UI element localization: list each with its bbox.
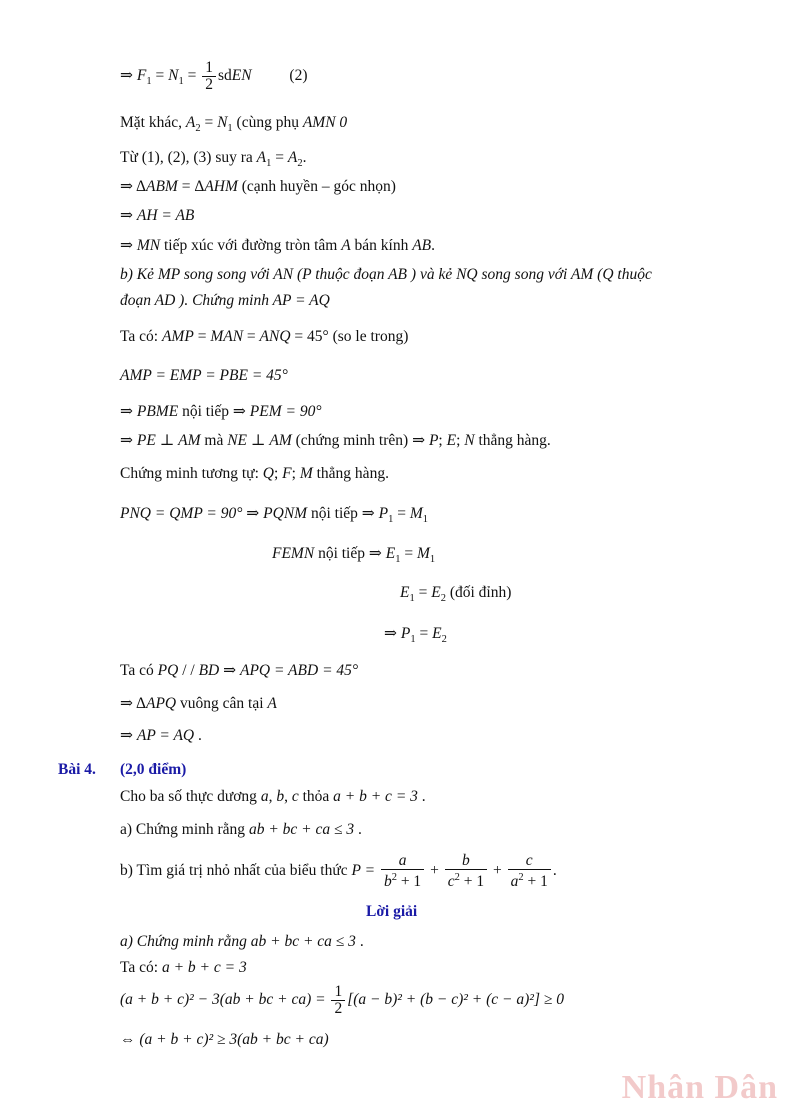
- line-05: ⇒ AH = AB: [120, 207, 195, 224]
- fraction-half: $\frac{1}{2}$: [202, 60, 216, 93]
- line-09: Ta có: AMP = MAN = ANQ = 45° (so le trong): [120, 328, 409, 345]
- line-13: Chứng minh tương tự: Q; F; M thẳng hàng.: [120, 465, 389, 482]
- line-18: Ta có PQ / / BD ⇒ APQ = ABD = 45°: [120, 662, 359, 679]
- solution-line-3: (a + b + c)² − 3(ab + bc + ca) = $\frac{1}{2}$ [(a − b)² + (b − c)² + (c − a)²] ≥ 0: [120, 982, 564, 1017]
- problem-statement: Cho ba số thực dương a, b, c thỏa a + b + c = 3 .: [120, 788, 426, 805]
- watermark-logo: Nhân Dân: [621, 1069, 778, 1106]
- line-20: ⇒ AP = AQ .: [120, 727, 202, 744]
- line-07: b) Kẻ MP song song với AN (P thuộc đoạn AB ) và kẻ NQ song song với AM (Q thuộc: [120, 266, 652, 283]
- line-11: ⇒ PBME nội tiếp ⇒ PEM = 90°: [120, 403, 322, 420]
- solution-line-2: Ta có: a + b + c = 3: [120, 959, 247, 976]
- line-03: Từ (1), (2), (3) suy ra $A_1 = A_2$.: [120, 149, 307, 170]
- line-08: đoạn AD ). Chứng minh AP = AQ: [120, 292, 330, 309]
- line-01: ⇒ $F_1 = N_1$ = $\frac{1}{2}$ sdEN (2): [120, 58, 308, 93]
- solution-line-1: a) Chứng minh rằng ab + bc + ca ≤ 3 .: [120, 933, 364, 950]
- problem-part-b: b) Tìm giá trị nhỏ nhất của biểu thức P = $\frac{a}{b^2 + 1}$ + $\frac{b}{c^2 + 1}$ + $\frac{c}{a^2 + 1}$ .: [120, 851, 557, 891]
- line-17: ⇒ $P_1 = E_2$: [384, 625, 447, 646]
- problem-part-a: a) Chứng minh rằng ab + bc + ca ≤ 3 .: [120, 821, 362, 838]
- line-02: Mặt khác, $A_2 = N_1$ (cùng phụ AMN 0: [120, 114, 348, 135]
- line-04: ⇒ ΔABM = ΔAHM (cạnh huyền – góc nhọn): [120, 178, 396, 195]
- line-16: $E_1 = E_2$ (đối đỉnh): [400, 584, 512, 605]
- line-10: AMP = EMP = PBE = 45°: [120, 367, 288, 384]
- line-06: ⇒ MN tiếp xúc với đường tròn tâm A bán kính AB.: [120, 237, 436, 254]
- line-15: FEMN nội tiếp ⇒ $E_1 = M_1$: [272, 545, 436, 566]
- solution-heading: Lời giải: [366, 903, 418, 920]
- problem-label: Bài 4.: [58, 761, 96, 778]
- problem-points: (2,0 điểm): [120, 761, 187, 778]
- line-19: ⇒ ΔAPQ vuông cân tại A: [120, 695, 277, 712]
- line-14: PNQ = QMP = 90° ⇒ PQNM nội tiếp ⇒ $P_1 = M_1$: [120, 505, 429, 526]
- solution-line-4: ⇔ (a + b + c)² ≥ 3(ab + bc + ca): [120, 1031, 329, 1048]
- line-12: ⇒ PE ⊥ AM mà NE ⊥ AM (chứng minh trên) ⇒ P; E; N thẳng hàng.: [120, 432, 551, 449]
